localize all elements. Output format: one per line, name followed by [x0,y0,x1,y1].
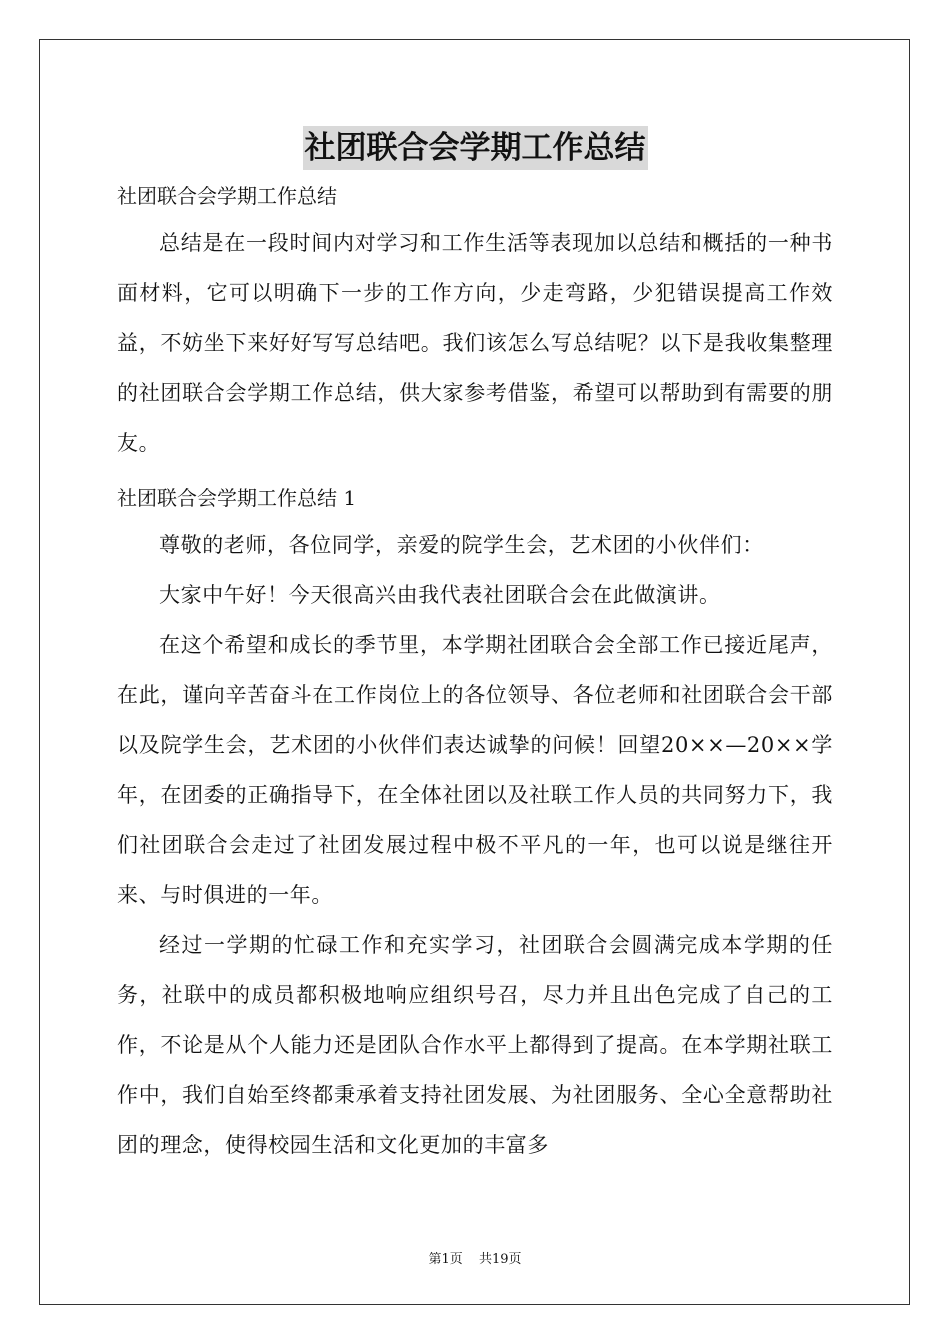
page-total: 共19页 [478,1252,522,1267]
salutation-paragraph: 尊敬的老师，各位同学，亲爱的院学生会，艺术团的小伙伴们： [159,533,764,557]
greeting-paragraph: 大家中午好！今天很高兴由我代表社团联合会在此做演讲。 [159,583,721,607]
intro-paragraph: 总结是在一段时间内对学习和工作生活等表现加以总结和概括的一种书面材料，它可以明确下一步的工作方向，少走弯路，少犯错误提高工作效益，不妨坐下来好好写写总结吧。我们该怎么写总结呢？以下是我收集整理的社团联合会学期工作总结，供大家参考借鉴，希望可以帮助到有需要的朋友。 [117,231,833,455]
section-heading: 社团联合会学期工作总结 1 [117,486,357,510]
body-paragraph: 在这个希望和成长的季节里，本学期社团联合会全部工作已接近尾声，在此，谨向辛苦奋斗在工作岗位上的各位领导、各位老师和社团联合会干部以及院学生会，艺术团的小伙伴们表达诚挚的问候！回望20××—20××学年，在团委的正确指导下，在全体社团以及社联工作人员的共同努力下，我们社团联合会走过了社团发展过程中极不平凡的一年，也可以说是继往开来、与时俱进的一年。 [117,633,833,907]
subheading: 社团联合会学期工作总结 [117,184,337,208]
page-number: 第1页 [428,1252,463,1267]
body-paragraph: 经过一学期的忙碌工作和充实学习，社团联合会圆满完成本学期的任务，社联中的成员都积极地响应组织号召，尽力并且出色完成了自己的工作，不论是从个人能力还是团队合作水平上都得到了提高。在本学期社联工作中，我们自始至终都秉承着支持社团发展、为社团服务、全心全意帮助社团的理念，使得校园生活和文化更加的丰富多 [117,933,833,1157]
title-wrapper [117,126,833,172]
page-footer [0,1248,950,1267]
document-title: 社团联合会学期工作总结 [303,126,648,170]
document-body [117,126,833,1170]
